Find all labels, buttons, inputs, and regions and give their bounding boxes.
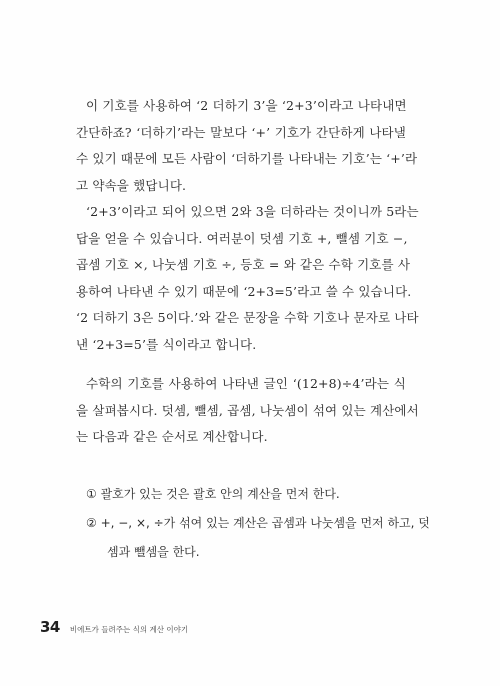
page-number: 34 (40, 618, 60, 636)
page-footer (40, 618, 188, 638)
running-title: 비에트가 들려주는 식의 계산 이야기 (69, 625, 189, 634)
paragraph-line: 곱셈 기호 ×, 나눗셈 기호 ÷, 등호 = 와 같은 수학 기호를 사 (76, 257, 411, 272)
paragraph-line: ‘2+3’이라고 되어 있으면 2와 3을 더하라는 것이니까 5라는 (86, 204, 419, 219)
paragraph-line: 답을 얻을 수 있습니다. 여러분이 덧셈 기호 +, 뺄셈 기호 −, (76, 230, 408, 246)
paragraph-line: 이 기호를 사용하여 ‘2 더하기 3’을 ‘2+3’이라고 나타내면 (86, 98, 407, 113)
paragraph-2 (76, 371, 419, 451)
paragraph-line: ‘2 더하기 3은 5이다.’와 같은 문장을 수학 기호나 문자로 나타 (76, 310, 419, 325)
paragraph-line: 수학의 기호를 사용하여 나타낸 글인 ‘(12+8)÷4’라는 식 (86, 376, 406, 391)
rule-item-2-continuation: 셈과 뺄셈을 한다. (107, 545, 200, 559)
paragraph-line: 을 살펴봅시다. 덧셈, 뺄셈, 곱셈, 나눗셈이 섞여 있는 계산에서 (76, 402, 419, 418)
paragraph-line: 는 다음과 같은 순서로 계산합니다. (76, 429, 268, 444)
paragraph-line: 수 있기 때문에 모든 사람이 ‘더하기를 나타내는 기호’는 ‘+’라 (76, 151, 418, 166)
rule-item-2: ② +, −, ×, ÷가 섞여 있는 계산은 곱셈과 나눗셈을 먼저 하고, 덧 (86, 516, 430, 530)
paragraph-line: 간단하죠? ‘더하기’라는 말보다 ‘+’ 기호가 간단하게 나타낼 (76, 124, 406, 140)
paragraph-1 (76, 93, 419, 358)
paragraph-line: 낸 ‘2+3=5’를 식이라고 합니다. (76, 336, 257, 352)
paragraph-line: 고 약속을 했답니다. (76, 177, 187, 193)
calculation-rules (86, 480, 430, 567)
rule-item-1: ① 괄호가 있는 것은 괄호 안의 계산을 먼저 한다. (86, 487, 340, 501)
paragraph-line: 용하여 나타낸 수 있기 때문에 ‘2+3=5’라고 쓸 수 있습니다. (76, 283, 412, 299)
